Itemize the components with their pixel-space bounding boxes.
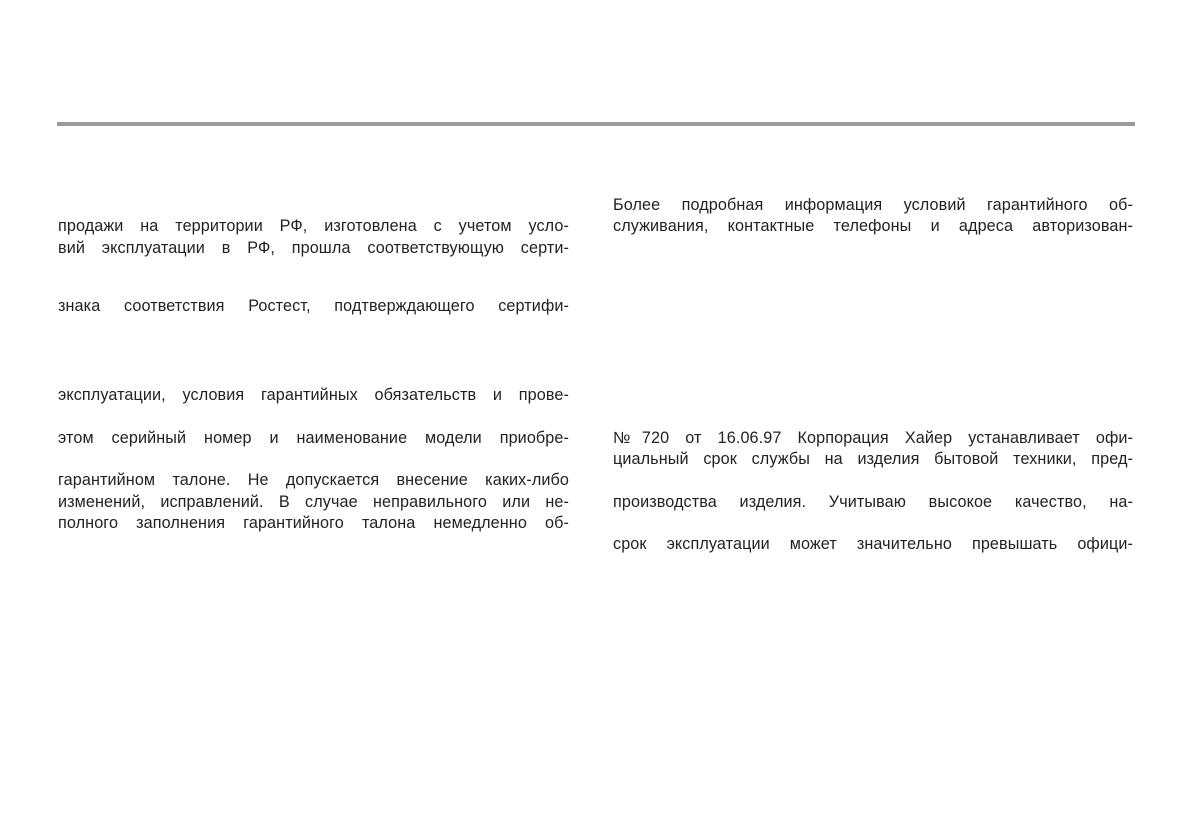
left-line-2: вий эксплуатации в РФ, прошла соответствующую серти- — [58, 239, 569, 257]
left-line-4: эксплуатации, условия гарантийных обязательств и прове- — [58, 386, 569, 404]
left-line-8: полного заполнения гарантийного талона немедленно об- — [58, 514, 569, 532]
header-rule — [57, 122, 1135, 126]
left-line-7: изменений, исправлений. В случае неправильного или не- — [58, 493, 569, 511]
right-line-6: срок эксплуатации может значительно превышать офици- — [613, 535, 1133, 553]
right-line-1: Более подробная информация условий гарантийного об- — [613, 196, 1133, 214]
right-line-5: производства изделия. Учитываю высокое качество, на- — [613, 493, 1133, 511]
left-line-5: этом серийный номер и наименование модели приобре- — [58, 429, 569, 447]
right-line-3: №720 от 16.06.97 Корпорация Хайер устанавливает офи- — [613, 429, 1133, 447]
right-line-4: циальный срок службы на изделия бытовой техники, пред- — [613, 450, 1133, 468]
right-line-2: служивания, контактные телефоны и адреса авторизован- — [613, 217, 1133, 235]
left-line-3: знака соответствия Ростест, подтверждающего сертифи- — [58, 297, 569, 315]
left-line-6: гарантийном талоне. Не допускается внесение каких-либо — [58, 471, 569, 489]
left-line-1: продажи на территории РФ, изготовлена с учетом усло- — [58, 217, 569, 235]
